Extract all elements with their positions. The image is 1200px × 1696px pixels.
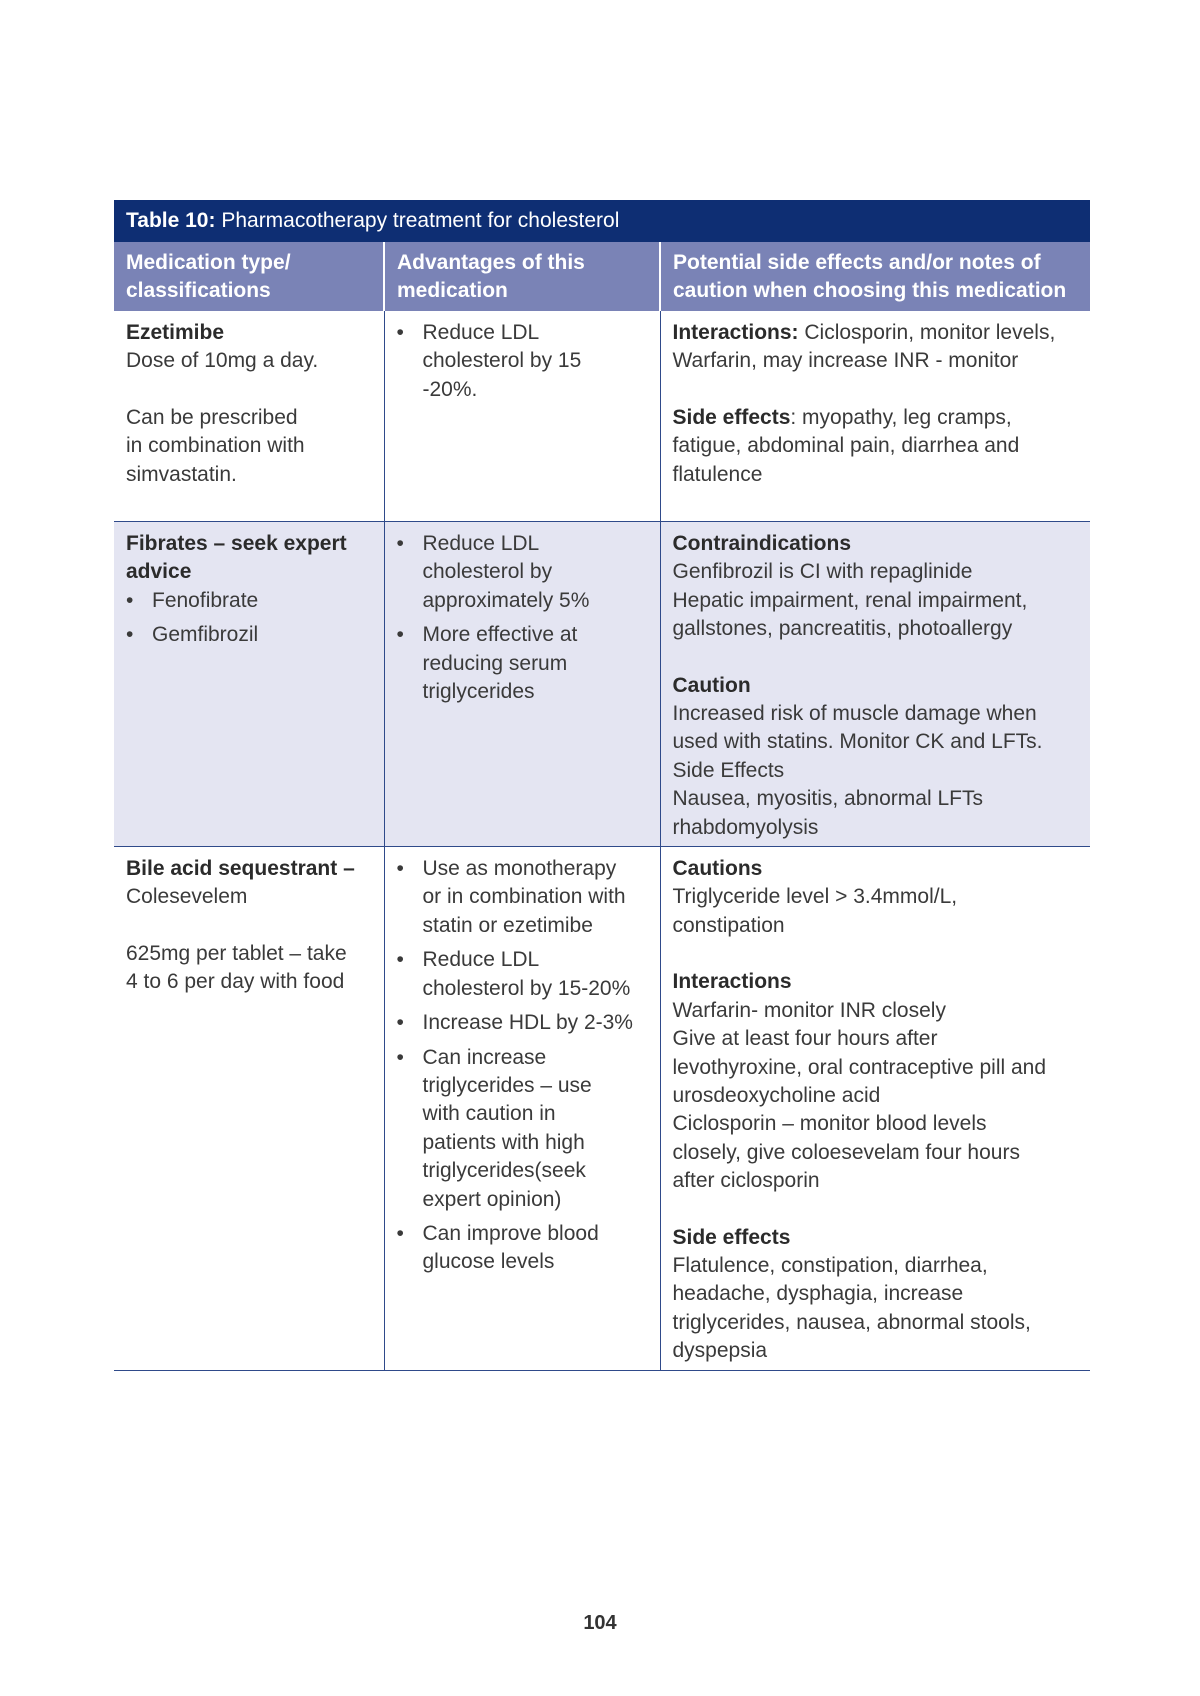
notes-inline: Ciclosporin, monitor levels, (798, 321, 1056, 344)
table-grid (114, 242, 1090, 1371)
notes-line: gallstones, pancreatitis, photoallergy (672, 617, 1013, 641)
advantage-line: triglycerides(seek (422, 1159, 586, 1183)
advantage-line: expert opinion) (422, 1187, 562, 1211)
advantage-line: • Can increase (422, 1045, 547, 1069)
advantage-line: statin or ezetimibe (422, 913, 593, 937)
medication-name: Fibrates – seek expert (126, 532, 347, 555)
cell-notes (660, 847, 1090, 1371)
medication-name: Bile acid sequestrant – (126, 857, 355, 881)
advantage-line: cholesterol by (422, 560, 553, 584)
notes-line: Ciclosporin – monitor blood levels (672, 1112, 987, 1136)
page-number: 104 (583, 1612, 617, 1634)
header-line: medication (397, 279, 508, 302)
advantage-line: • Reduce LDL (422, 321, 540, 344)
header-line: Medication type/ (126, 251, 291, 274)
advantage-item (397, 1220, 648, 1277)
cell-advantages (384, 311, 660, 522)
notes-line: Triglyceride level > 3.4mmol/L, (672, 885, 958, 909)
advantage-line: • Increase HDL by 2-3% (422, 1011, 633, 1035)
advantage-item (397, 946, 648, 1003)
medication-note-line: 4 to 6 per day with food (126, 970, 345, 994)
notes-heading: Interactions: (672, 321, 799, 344)
cell-medication (114, 847, 384, 1371)
advantage-line: • More effective at (422, 623, 578, 647)
advantage-item (397, 1044, 648, 1214)
notes-inline: : myopathy, leg cramps, (790, 405, 1012, 429)
advantage-line: • Can improve blood (422, 1221, 599, 1245)
medication-note-line: Can be prescribed (126, 405, 298, 429)
advantage-line: with caution in (422, 1102, 556, 1126)
notes-line: Flatulence, constipation, diarrhea, (672, 1253, 988, 1277)
advantage-line: • Reduce LDL (422, 948, 540, 972)
advantage-line: reducing serum (422, 651, 568, 675)
advantage-line: cholesterol by 15 (422, 349, 582, 373)
column-header-advantages (384, 242, 660, 311)
advantages-list (397, 319, 648, 404)
medication-note-line: simvastatin. (126, 462, 237, 486)
medication-name: advice (126, 560, 192, 584)
notes-heading: Interactions (672, 970, 792, 994)
notes-heading: Caution (672, 673, 751, 697)
advantage-line: approximately 5% (422, 588, 590, 612)
medication-note-line: in combination with (126, 434, 305, 458)
column-header-side-effects (660, 242, 1090, 311)
notes-line: dyspepsia (672, 1339, 768, 1363)
advantage-line: triglycerides – use (422, 1073, 592, 1097)
advantages-list (397, 530, 648, 706)
notes-heading: Contraindications (672, 532, 852, 555)
table-title (114, 200, 1090, 242)
column-header-medication-type (114, 242, 384, 311)
advantage-line: triglycerides (422, 680, 535, 704)
notes-line: urosdeoxycholine acid (672, 1083, 881, 1107)
notes-line: after ciclosporin (672, 1169, 820, 1193)
cell-advantages (384, 847, 660, 1371)
notes-line: Give at least four hours after (672, 1027, 938, 1051)
advantage-item (397, 319, 648, 404)
header-line: Advantages of this (397, 251, 585, 274)
medication-note-line: 625mg per tablet – take (126, 941, 347, 965)
advantage-item (397, 855, 648, 940)
notes-heading: Cautions (672, 857, 763, 881)
medication-item: • Fenofibrate (126, 587, 372, 615)
advantage-item (397, 530, 648, 615)
notes-line: Hepatic impairment, renal impairment, (672, 588, 1028, 612)
notes-line (673, 319, 1079, 347)
notes-line: flatulence (672, 462, 763, 486)
advantage-line: • Reduce LDL (422, 532, 540, 555)
notes-line: headache, dysphagia, increase (672, 1282, 964, 1306)
advantage-item (397, 621, 648, 706)
notes-line: Side Effects (672, 758, 785, 782)
advantage-item (397, 1009, 648, 1037)
table-row-ezetimibe (114, 311, 1090, 522)
cell-notes (660, 522, 1090, 847)
notes-line: Increased risk of muscle damage when (672, 702, 1037, 726)
notes-line: Genfibrozil is CI with repaglinide (672, 560, 973, 584)
cell-advantages (384, 522, 660, 847)
notes-line: Nausea, myositis, abnormal LFTs (672, 787, 983, 811)
header-row (114, 242, 1090, 311)
header-line: caution when choosing this medication (673, 279, 1067, 302)
pharmacotherapy-table (114, 200, 1090, 1371)
medication-list (126, 587, 372, 650)
advantage-line: glucose levels (422, 1250, 555, 1274)
cell-medication (114, 311, 384, 522)
advantage-line: patients with high (422, 1130, 585, 1154)
table-row-bile-acid-sequestrant (114, 847, 1090, 1371)
medication-item: • Gemfibrozil (126, 621, 372, 649)
advantage-line: or in combination with (422, 885, 626, 909)
table-row-fibrates (114, 522, 1090, 847)
notes-heading: Side effects (672, 1225, 791, 1249)
table-title-text: Pharmacotherapy treatment for cholesterol (221, 209, 620, 232)
notes-line: used with statins. Monitor CK and LFTs. (672, 730, 1043, 754)
notes-heading: Side effects (672, 405, 791, 429)
notes-line: rhabdomyolysis (672, 815, 819, 839)
notes-line: levothyroxine, oral contraceptive pill and (672, 1055, 1047, 1079)
notes-line (673, 404, 1079, 432)
advantage-line: cholesterol by 15-20% (422, 976, 631, 1000)
advantages-list (397, 855, 648, 1277)
medication-subname: Colesevelem (126, 885, 248, 909)
header-line: classifications (126, 279, 271, 302)
medication-name: Ezetimibe (126, 321, 225, 344)
notes-line: triglycerides, nausea, abnormal stools, (672, 1310, 1031, 1334)
header-line: Potential side effects and/or notes of (673, 251, 1041, 274)
advantage-line: • Use as monotherapy (422, 857, 617, 881)
notes-line: Warfarin- monitor INR closely (672, 998, 946, 1022)
advantage-line: -20%. (422, 377, 478, 401)
table-title-label: Table 10: (126, 209, 216, 232)
notes-line: constipation (672, 913, 785, 937)
cell-notes (660, 311, 1090, 522)
notes-line: Warfarin, may increase INR - monitor (672, 349, 1019, 373)
notes-line: fatigue, abdominal pain, diarrhea and (672, 434, 1020, 458)
medication-dose: Dose of 10mg a day. (126, 349, 319, 373)
notes-line: closely, give coloesevelam four hours (672, 1140, 1020, 1164)
cell-medication (114, 522, 384, 847)
